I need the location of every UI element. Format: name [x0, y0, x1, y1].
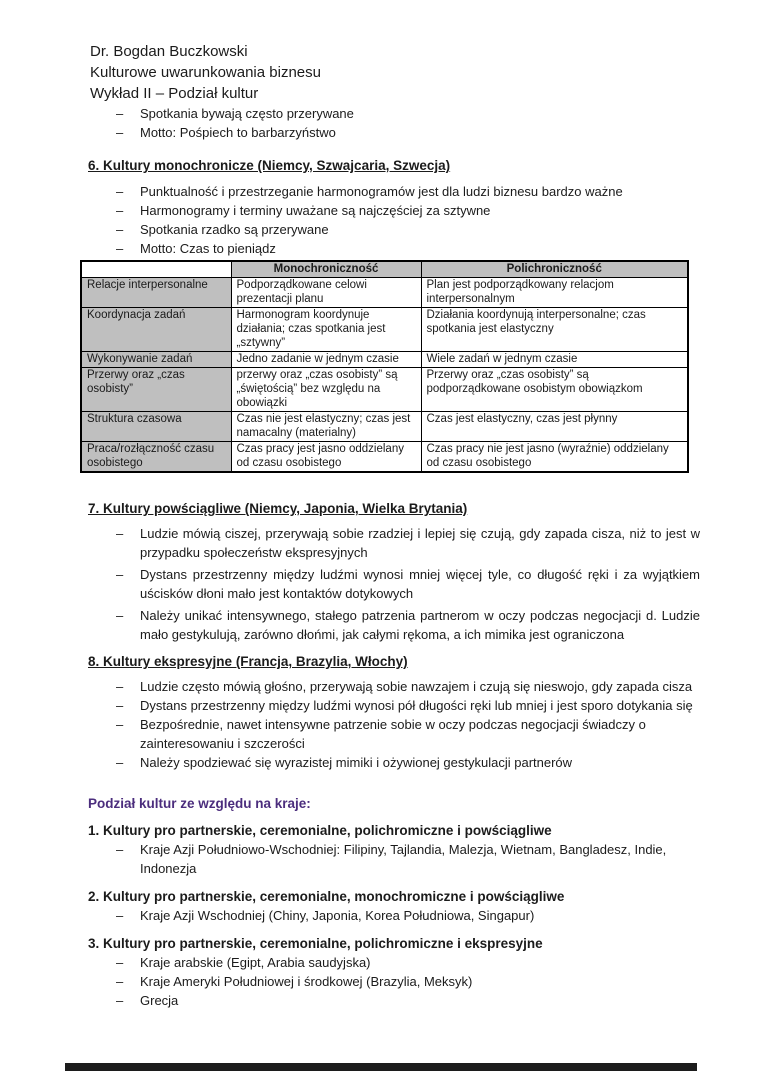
list-item: [88, 123, 700, 142]
list-item: [88, 715, 700, 753]
bullet-text: Bezpośrednie, nawet intensywne patrzenie sobie w oczy podczas negocjacji świadczy o zainteresowaniu i szczerości: [140, 717, 646, 751]
dash-bullet: –: [116, 567, 124, 582]
bullet-text: Należy unikać intensywnego, stałego patrzenia partnerom w oczy podczas negocjacji d. Ludzie mało gestykulują, zarówno dłońmi, jak całymi rękoma, a ich mimika jest ograniczona: [140, 608, 700, 642]
list-item: [88, 906, 700, 925]
section-7-bullets: [88, 524, 700, 644]
section-8-heading: 8. Kultury ekspresyjne (Francja, Brazylia, Włochy): [88, 654, 408, 669]
dash-bullet: –: [116, 717, 124, 732]
column-header-poli: Polichroniczność: [421, 261, 688, 278]
row-label: Przerwy oraz „czas osobisty”: [81, 368, 231, 412]
dash-bullet: –: [116, 908, 124, 923]
country-group-1-title: 1. Kultury pro partnerskie, ceremonialne, polichromiczne i powściągliwe: [88, 823, 552, 838]
bullet-text: Kraje arabskie (Egipt, Arabia saudyjska): [140, 955, 371, 970]
column-header-mono: Monochroniczność: [231, 261, 421, 278]
bullet-text: Spotkania bywają często przerywane: [140, 106, 354, 121]
mono-cell: Jedno zadanie w jednym czasie: [231, 352, 421, 368]
dash-bullet: –: [116, 241, 124, 256]
list-item: [88, 677, 700, 696]
dash-bullet: –: [116, 526, 124, 541]
dash-bullet: –: [116, 993, 124, 1008]
mono-poli-comparison-table: [80, 260, 689, 473]
poli-cell: Przerwy oraz „czas osobisty” są podporządkowane osobistym obowiązkom: [421, 368, 688, 412]
list-item: [88, 565, 700, 603]
bullet-text: Kraje Azji Wschodniej (Chiny, Japonia, Korea Południowa, Singapur): [140, 908, 535, 923]
row-label: Praca/rozłączność czasu osobistego: [81, 442, 231, 473]
bullet-text: Ludzie mówią ciszej, przerywają sobie rzadziej i lepiej się czują, gdy zapada cisza, niż to jest w przypadku społeczeństw ekspresyjnych: [140, 526, 700, 560]
bullet-text: Grecja: [140, 993, 179, 1008]
bullet-text: Motto: Czas to pieniądz: [140, 241, 276, 256]
dash-bullet: –: [116, 974, 124, 989]
dash-bullet: –: [116, 955, 124, 970]
mono-cell: przerwy oraz „czas osobisty” są „świętością” bez względu na obowiązki: [231, 368, 421, 412]
row-label: Koordynacja zadań: [81, 308, 231, 352]
list-item: [88, 991, 700, 1010]
dash-bullet: –: [116, 698, 124, 713]
dash-bullet: –: [116, 184, 124, 199]
list-item: [88, 840, 700, 878]
list-item: [88, 104, 700, 123]
bullet-text: Harmonogramy i terminy uważane są najczęściej za sztywne: [140, 203, 491, 218]
country-group-2-title: 2. Kultury pro partnerskie, ceremonialne, monochromiczne i powściągliwe: [88, 889, 565, 904]
table-row: [81, 442, 688, 473]
next-page-table-edge-bar: [65, 1063, 697, 1071]
list-item: [88, 220, 700, 239]
section-8-bullets: [88, 677, 700, 772]
row-label: Relacje interpersonalne: [81, 278, 231, 308]
list-item: [88, 696, 700, 715]
bullet-text: Punktualność i przestrzeganie harmonogramów jest dla ludzi biznesu bardzo ważne: [140, 184, 623, 199]
mono-cell: Harmonogram koordynuje działania; czas spotkania jest „sztywny”: [231, 308, 421, 352]
table-header-row: [81, 261, 688, 278]
bullet-text: Należy spodziewać się wyrazistej mimiki i ożywionej gestykulacji partnerów: [140, 755, 573, 770]
table-corner-cell: [81, 261, 231, 278]
list-item: [88, 953, 700, 972]
table-row: [81, 412, 688, 442]
mono-cell: Czas pracy jest jasno oddzielany od czasu osobistego: [231, 442, 421, 473]
bullet-text: Kraje Azji Południowo-Wschodniej: Filipiny, Tajlandia, Malezja, Wietnam, Bangladesz, Indie, Indonezja: [140, 842, 667, 876]
row-label: Struktura czasowa: [81, 412, 231, 442]
row-label: Wykonywanie zadań: [81, 352, 231, 368]
dash-bullet: –: [116, 222, 124, 237]
poli-cell: Wiele zadań w jednym czasie: [421, 352, 688, 368]
list-item: [88, 524, 700, 562]
mono-cell: Podporządkowane celowi prezentacji planu: [231, 278, 421, 308]
list-item: [88, 201, 700, 220]
country-group-3-bullets: [88, 953, 700, 1010]
table-row: [81, 278, 688, 308]
poli-cell: Czas pracy nie jest jasno (wyraźnie) oddzielany od czasu osobistego: [421, 442, 688, 473]
list-item: [88, 753, 700, 772]
dash-bullet: –: [116, 842, 124, 857]
country-group-1-bullets: [88, 840, 700, 878]
table-row: [81, 368, 688, 412]
intro-bullet-list: [88, 104, 700, 142]
country-group-2-bullets: [88, 906, 700, 925]
section-6-bullets: [88, 182, 700, 258]
page-header: [90, 41, 700, 104]
section-6-heading: 6. Kultury monochronicze (Niemcy, Szwajcaria, Szwecja): [88, 158, 451, 173]
bullet-text: Motto: Pośpiech to barbarzyństwo: [140, 125, 336, 140]
list-item: [88, 606, 700, 644]
dash-bullet: –: [116, 106, 124, 121]
list-item: [88, 182, 700, 201]
course-title-line: Kulturowe uwarunkowania biznesu: [90, 64, 321, 81]
table-row: [81, 352, 688, 368]
list-item: [88, 972, 700, 991]
section-7-heading: 7. Kultury powściągliwe (Niemcy, Japonia, Wielka Brytania): [88, 501, 468, 516]
dash-bullet: –: [116, 679, 124, 694]
poli-cell: Czas jest elastyczny, czas jest płynny: [421, 412, 688, 442]
list-item: [88, 239, 700, 258]
dash-bullet: –: [116, 755, 124, 770]
bullet-text: Dystans przestrzenny między ludźmi wynosi mniej więcej tyle, co długość ręki i za wyjątkiem uścisków dłoni mało jest kontaktów dotykowych: [140, 567, 700, 601]
table-row: [81, 308, 688, 352]
author-line: Dr. Bogdan Buczkowski: [90, 43, 248, 60]
countries-division-heading: Podział kultur ze względu na kraje:: [88, 796, 311, 811]
poli-cell: Plan jest podporządkowany relacjom interpersonalnym: [421, 278, 688, 308]
mono-cell: Czas nie jest elastyczny; czas jest namacalny (materialny): [231, 412, 421, 442]
bullet-text: Spotkania rzadko są przerywane: [140, 222, 329, 237]
poli-cell: Działania koordynują interpersonalne; czas spotkania jest elastyczny: [421, 308, 688, 352]
dash-bullet: –: [116, 203, 124, 218]
lecture-title-line: Wykład II – Podział kultur: [90, 85, 259, 102]
bullet-text: Dystans przestrzenny między ludźmi wynosi pół długości ręki lub mniej i jest sporo dotykania się: [140, 698, 693, 713]
bullet-text: Kraje Ameryki Południowej i środkowej (Brazylia, Meksyk): [140, 974, 473, 989]
dash-bullet: –: [116, 125, 124, 140]
bullet-text: Ludzie często mówią głośno, przerywają sobie nawzajem i czują się nieswojo, gdy zapada cisza: [140, 679, 693, 694]
country-group-3-title: 3. Kultury pro partnerskie, ceremonialne, polichromiczne i ekspresyjne: [88, 936, 543, 951]
dash-bullet: –: [116, 608, 124, 623]
